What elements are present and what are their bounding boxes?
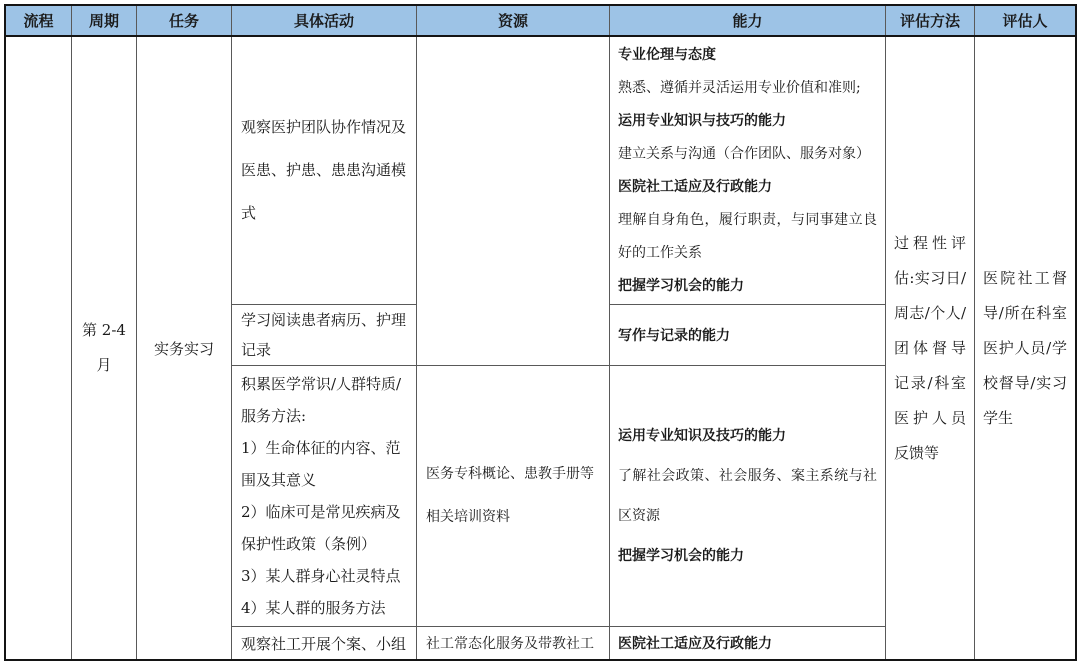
column-eval-method <box>886 37 975 659</box>
column-evaluator <box>975 37 1075 659</box>
internship-schedule-table <box>4 4 1077 661</box>
table-header-row <box>6 6 1075 37</box>
header-cell-process: 流程 <box>6 6 72 35</box>
header-cell-eval-method: 评估方法 <box>886 6 975 35</box>
cell-activity-2: 学习阅读患者病历、护理记录 <box>232 305 416 366</box>
cell-activity-3 <box>232 366 416 627</box>
cell-ability-1 <box>610 37 885 305</box>
paragraph: 把握学习机会的能力 <box>618 548 744 564</box>
header-cell-period: 周期 <box>72 6 137 35</box>
paragraph: 了解社会政策、社会服务、案主系统与社区资源 <box>618 468 877 524</box>
cell-ability-4 <box>610 627 885 659</box>
paragraph: 运用专业知识与技巧的能力 <box>618 112 786 129</box>
cell-ability-2 <box>610 305 885 366</box>
cell-resource-2: 医务专科概论、患教手册等相关培训资料 <box>417 366 609 627</box>
paragraph: 写作与记录的能力 <box>618 328 730 344</box>
paragraph: 医院社工适应及行政能力 <box>618 178 772 195</box>
cell-resource-3: 社工常态化服务及带教社工 <box>426 636 594 652</box>
cell-resource-1 <box>417 37 609 366</box>
cell-period: 第 2-4 月 <box>82 321 126 374</box>
table-body <box>6 37 1075 659</box>
paragraph: 3）某人群身心社灵特点 <box>241 567 401 585</box>
column-resource <box>417 37 610 659</box>
column-task <box>137 37 232 659</box>
paragraph: 2）临床可是常见疾病及保护性政策（条例） <box>241 503 401 553</box>
header-cell-ability: 能力 <box>610 6 886 35</box>
paragraph: 运用专业知识及技巧的能力 <box>618 428 786 444</box>
column-ability <box>610 37 886 659</box>
paragraph: 理解自身角色，履行职责，与同事建立良好的工作关系 <box>618 211 877 261</box>
header-cell-task: 任务 <box>137 6 232 35</box>
cell-evaluator: 医院社工督导/所在科室医护人员/学校督导/实习学生 <box>983 268 1067 427</box>
column-period <box>72 37 137 659</box>
cell-eval-method: 过程性评估:实习日/周志/个人/团体督导记录/科室医护人员反馈等 <box>894 233 966 462</box>
paragraph: 建立关系与沟通（合作团队、服务对象） <box>618 145 870 162</box>
cell-activity-4: 观察社工开展个案、小组 <box>241 634 407 653</box>
paragraph: 熟悉、遵循并灵活运用专业价值和准则; <box>618 79 861 96</box>
column-process <box>6 37 72 659</box>
column-activity <box>232 37 417 659</box>
cell-task: 实务实习 <box>153 339 214 358</box>
cell-ability-3 <box>610 366 885 627</box>
paragraph: 专业伦理与态度 <box>618 46 716 63</box>
header-cell-evaluator: 评估人 <box>1002 12 1048 30</box>
paragraph: 积累医学常识/人群特质/服务方法: <box>241 375 402 425</box>
header-cell-activity: 具体活动 <box>232 6 417 35</box>
header-cell-resource: 资源 <box>417 6 610 35</box>
paragraph: 医院社工适应及行政能力 <box>618 636 772 652</box>
paragraph: 4）某人群的服务方法 <box>241 599 386 617</box>
cell-process <box>6 37 71 659</box>
paragraph: 把握学习机会的能力 <box>618 277 744 294</box>
paragraph: 1）生命体征的内容、范围及其意义 <box>241 439 401 489</box>
cell-activity-1: 观察医护团队协作情况及医患、护患、患患沟通模式 <box>232 37 416 305</box>
